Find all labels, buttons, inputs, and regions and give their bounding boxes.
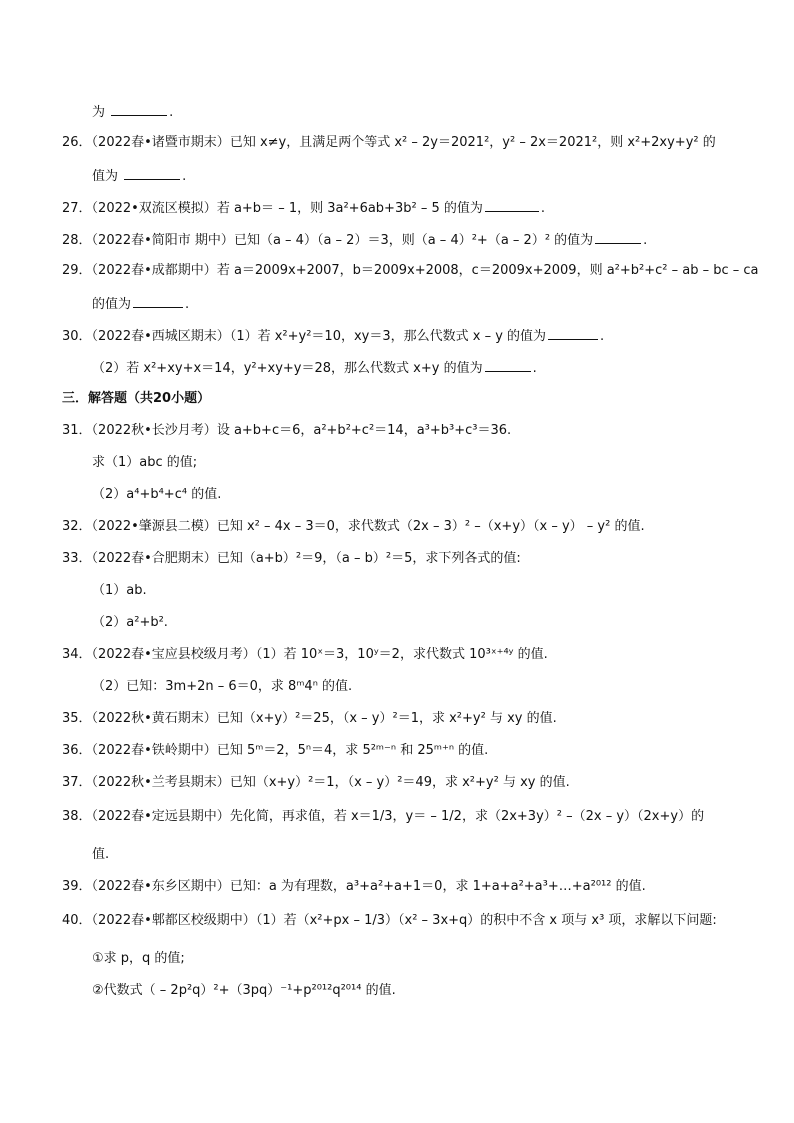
question-33 (62, 550, 521, 568)
answer-blank (133, 294, 183, 308)
question-source: （2022秋•黄石期末） (91, 711, 217, 726)
question-number: 27． (62, 201, 92, 216)
carryover-text: 为 (92, 105, 106, 120)
question-31 (62, 422, 511, 440)
question-36 (62, 742, 488, 760)
question-text: 已知（a – 4）（a – 2）＝3，则（a – 4）²+（a – 2）² 的值为 (233, 233, 594, 248)
question-text: 已知 x² – 4x – 3＝0，求代数式（2x – 3）² –（x+y）（x – y） – y² 的值. (216, 519, 645, 534)
question-33-part1: （1）ab. (92, 583, 147, 598)
question-text: 已知（x+y）²＝1，（x – y）²＝49，求 x²+y² 与 xy 的值. (229, 775, 570, 790)
question-number: 34． (62, 647, 92, 662)
question-source: （2022春•西城区期末） (91, 329, 230, 344)
question-source: （2022春•铁岭期中） (91, 743, 217, 758)
question-number: 39． (62, 879, 92, 894)
question-number: 33． (62, 551, 92, 566)
question-number: 26． (62, 135, 92, 150)
question-40-part1: ①求 p，q 的值; (92, 951, 185, 966)
question-26 (62, 134, 716, 152)
question-text: 先化简，再求值，若 x＝1/3，y＝ – 1/2，求（2x+3y）² –（2x – y）（2x+y）的 (229, 809, 705, 824)
question-29 (62, 262, 759, 280)
question-27: 27．（2022•双流区模拟）若 a+b＝ – 1，则 3a²+6ab+3b² – 5 的值为 . (62, 198, 545, 218)
question-number: 35． (62, 711, 92, 726)
question-28: 28．（2022春•简阳市 期中）已知（a – 4）（a – 2）＝3，则（a – 4）²+（a – 2）² 的值为 . (62, 230, 647, 250)
answer-blank (111, 102, 167, 116)
question-source: （2022春•东乡区期中） (91, 879, 230, 894)
question-source: （2022秋•长沙月考） (91, 423, 217, 438)
question-40 (62, 912, 717, 930)
question-source: （2022春•宝应县校级月考） (91, 647, 256, 662)
answer-blank (485, 198, 539, 212)
question-34-part2: （2）已知：3m+2n – 6＝0，求 8ᵐ4ⁿ 的值. (92, 679, 353, 694)
question-source: （2022春•郫都区校级期中） (91, 913, 256, 928)
question-text: （2）若 x²+xy+x＝14，y²+xy+y＝28，那么代数式 x+y 的值为 (92, 361, 483, 376)
question-text: 若 a＝2009x+2007，b＝2009x+2008，c＝2009x+2009，则 a²+b²+c² – ab – bc – ca (216, 263, 759, 278)
question-32 (62, 518, 645, 536)
question-38 (62, 808, 704, 826)
question-38-cont: 值. (92, 847, 110, 862)
question-text: 已知（x+y）²＝25，（x – y）²＝1，求 x²+y² 与 xy 的值. (216, 711, 557, 726)
question-number: 31． (62, 423, 92, 438)
question-number: 37． (62, 775, 92, 790)
question-source: （2022春•定远县期中） (91, 809, 230, 824)
question-number: 32． (62, 519, 92, 534)
question-39 (62, 878, 646, 896)
carryover-line: 为 . (92, 102, 173, 122)
question-29-cont: 的值为 . (92, 294, 189, 314)
question-source: （2022春•合肥期末） (91, 551, 217, 566)
question-34 (62, 646, 548, 664)
section-heading: 三．解答题（共20小题） (62, 391, 211, 406)
question-number: 38． (62, 809, 92, 824)
question-number: 30． (62, 329, 92, 344)
question-number: 40． (62, 913, 92, 928)
question-text: 若 a+b＝ – 1，则 3a²+6ab+3b² – 5 的值为 (216, 201, 483, 216)
question-text: （1）若 10ˣ＝3，10ʸ＝2，求代数式 10³ˣ⁺⁴ʸ 的值. (255, 647, 548, 662)
question-text: 已知（a+b）²＝9，（a – b）²＝5，求下列各式的值: (216, 551, 521, 566)
answer-blank (548, 326, 598, 340)
question-33-part2: （2）a²+b². (92, 615, 168, 630)
answer-blank (485, 358, 531, 372)
question-source: （2022•肇源县二模） (91, 519, 217, 534)
question-30: 30．（2022春•西城区期末）（1）若 x²+y²＝10，xy＝3，那么代数式 x – y 的值为 . (62, 326, 604, 346)
question-text: 已知 5ᵐ＝2，5ⁿ＝4，求 5²ᵐ⁻ⁿ 和 25ᵐ⁺ⁿ 的值. (216, 743, 489, 758)
question-source: （2022春•成都期中） (91, 263, 217, 278)
answer-blank (595, 230, 641, 244)
question-text: 设 a+b+c＝6，a²+b²+c²＝14，a³+b³+c³＝36. (216, 423, 512, 438)
question-37 (62, 774, 570, 792)
question-40-part2: ②代数式（ – 2p²q）²+（3pq）⁻¹+p²⁰¹²q²⁰¹⁴ 的值. (92, 983, 396, 998)
question-source: （2022春•诸暨市期末） (91, 135, 230, 150)
question-text: 已知：a 为有理数，a³+a²+a+1＝0，求 1+a+a²+a³+…+a²⁰¹² 的值. (229, 879, 646, 894)
question-26-cont: 值为 . (92, 166, 186, 186)
question-source: （2022秋•兰考县期末） (91, 775, 230, 790)
answer-blank (124, 166, 180, 180)
question-source: （2022春•简阳市 期中） (91, 233, 234, 248)
question-31-part2: （2）a⁴+b⁴+c⁴ 的值. (92, 487, 222, 502)
question-text: （1）若 x²+y²＝10，xy＝3，那么代数式 x – y 的值为 (229, 329, 547, 344)
question-source: （2022•双流区模拟） (91, 201, 217, 216)
question-number: 28． (62, 233, 92, 248)
question-30-part2: （2）若 x²+xy+x＝14，y²+xy+y＝28，那么代数式 x+y 的值为 . (92, 358, 537, 378)
question-text: 已知 x≠y，且满足两个等式 x² – 2y＝2021²，y² – 2x＝2021²，则 x²+2xy+y² 的 (229, 135, 716, 150)
question-number: 29． (62, 263, 92, 278)
question-35 (62, 710, 557, 728)
question-number: 36． (62, 743, 92, 758)
question-31-part1: 求（1）abc 的值; (92, 455, 198, 470)
question-text: 值为 (92, 169, 119, 184)
question-text: 的值为 (92, 297, 132, 312)
question-text: （1）若（x²+px – 1/3）（x² – 3x+q）的积中不含 x 项与 x³ 项，求解以下问题: (255, 913, 717, 928)
